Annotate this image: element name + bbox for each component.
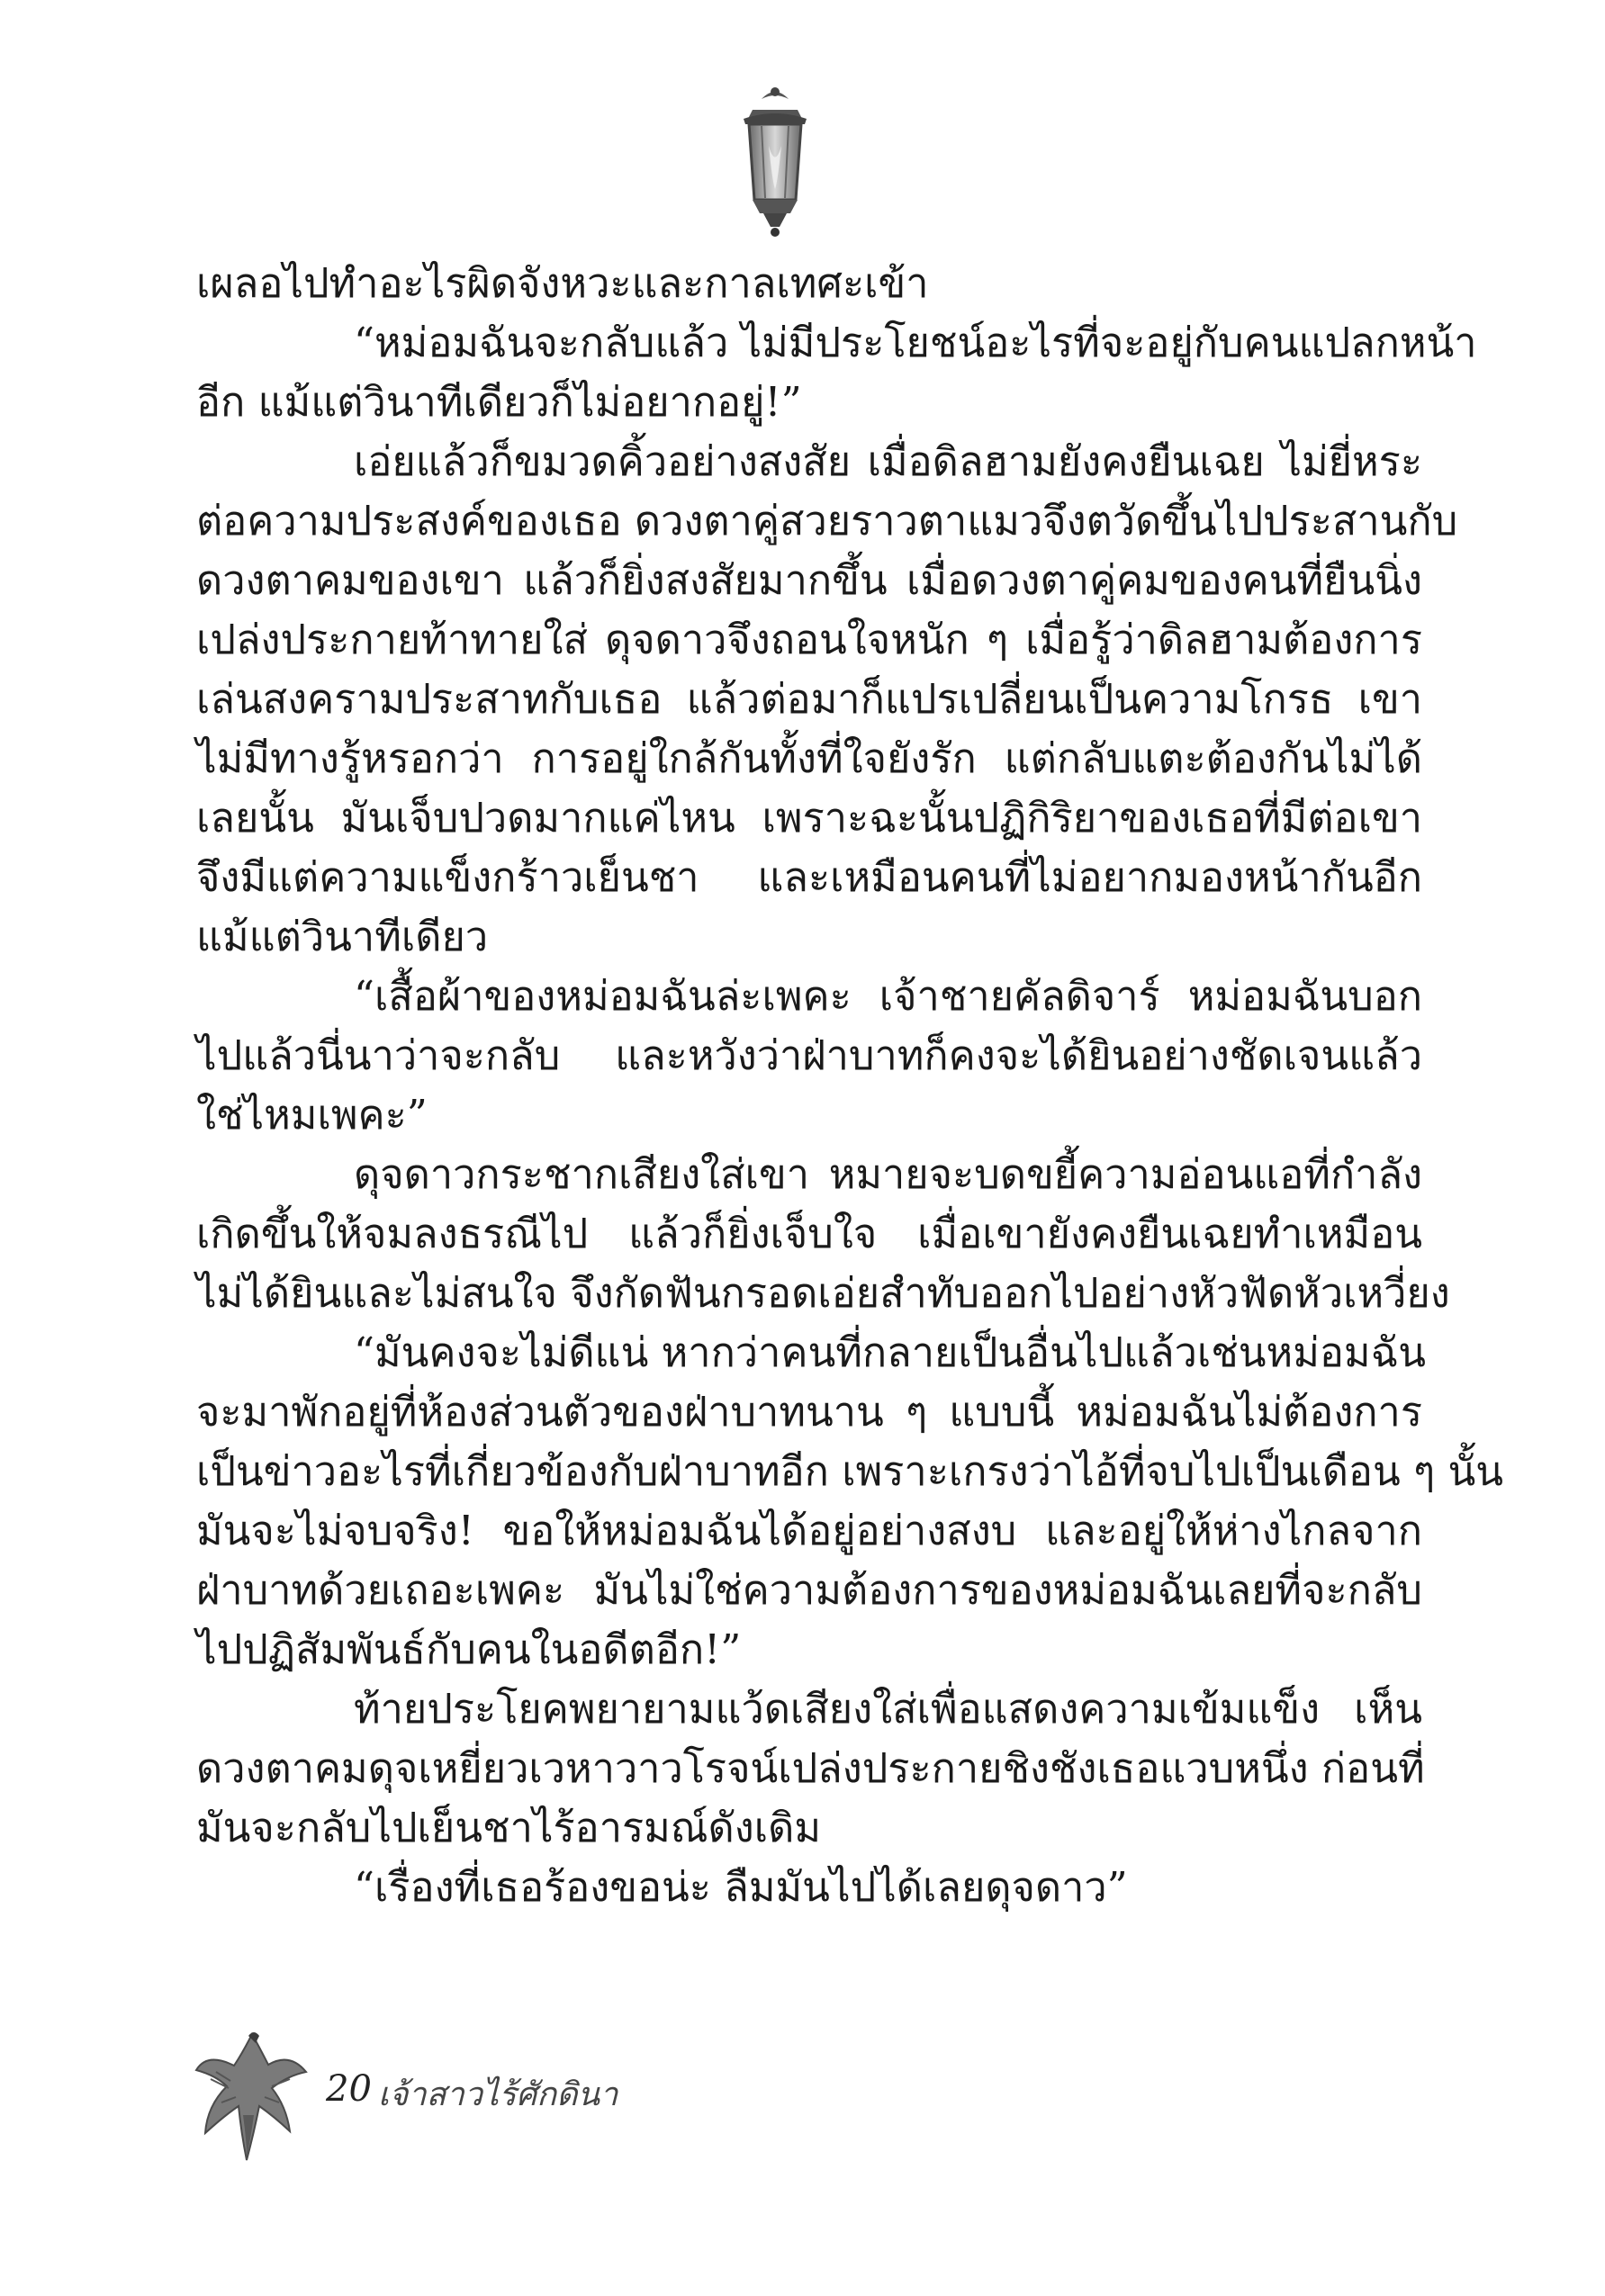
body-text	[196, 254, 1504, 1917]
text-line: เผลอไปทำอะไรผิดจังหวะและกาลเทศะเข้า	[196, 259, 929, 307]
page-number: 20	[326, 2068, 372, 2110]
text-line: มันจะกลับไปเย็นชาไร้อารมณ์ดังเดิม	[196, 1804, 822, 1851]
text-line: แม้แต่วินาทีเดียว	[196, 913, 489, 960]
text-line: ไม่มีทางรู้หรอกว่า การอยู่ใกล้กันทั้งที่ใจยังรัก แต่กลับแตะต้องกันไม่ได้	[196, 734, 1422, 782]
text-line: เป็นข่าวอะไรที่เกี่ยวข้องกับฝ่าบาทอีก เพราะเกรงว่าไอ้ที่จบไปเป็นเดือน ๆ นั้น	[196, 1447, 1504, 1495]
text-line: เล่นสงครามประสาทกับเธอ แล้วต่อมาก็แปรเปลี่ยนเป็นความโกรธ เขา	[196, 675, 1422, 723]
text-line: เลยนั้น มันเจ็บปวดมากแค่ไหน เพราะฉะนั้นปฏิกิริยาของเธอที่มีต่อเขา	[196, 794, 1422, 842]
text-line: เอ่ยแล้วก็ขมวดคิ้วอย่างสงสัย เมื่อดิลฮามยังคงยืนเฉย ไม่ยี่หระ	[354, 437, 1422, 485]
text-line: ท้ายประโยคพยายามแว้ดเสียงใส่เพื่อแสดงความเข้มแข็ง เห็น	[354, 1685, 1422, 1733]
text-line: จึงมีแต่ความแข็งกร้าวเย็นชา และเหมือนคนที่ไม่อยากมองหน้ากันอีก	[196, 853, 1422, 901]
text-line: ใช่ไหมเพคะ”	[196, 1091, 428, 1139]
text-line: ฝ่าบาทด้วยเถอะเพคะ มันไม่ใช่ความต้องการของหม่อมฉันเลยที่จะกลับ	[196, 1566, 1422, 1614]
text-line: “มันคงจะไม่ดีแน่ หากว่าคนที่กลายเป็นอื่นไปแล้วเช่นหม่อมฉัน	[354, 1328, 1426, 1376]
text-line: ดวงตาคมของเขา แล้วก็ยิ่งสงสัยมากขึ้น เมื่อดวงตาคู่คมของคนที่ยืนนิ่ง	[196, 556, 1422, 604]
text-line: มันจะไม่จบจริง! ขอให้หม่อมฉันได้อยู่อย่างสงบ และอยู่ให้ห่างไกลจาก	[196, 1507, 1422, 1554]
text-line: ต่อความประสงค์ของเธอ ดวงตาคู่สวยราวตาแมวจึงตวัดขึ้นไปประสานกับ	[196, 497, 1458, 545]
text-line: เกิดขึ้นให้จมลงธรณีไป แล้วก็ยิ่งเจ็บใจ เมื่อเขายังคงยืนเฉยทำเหมือน	[196, 1210, 1422, 1257]
page-footer	[189, 2016, 729, 2196]
text-line: “เสื้อผ้าของหม่อมฉันล่ะเพคะ เจ้าชายคัลดิจาร์ หม่อมฉันบอก	[354, 972, 1422, 1020]
text-line: ดุจดาวกระชากเสียงใส่เขา หมายจะบดขยี้ความอ่อนแอที่กำลัง	[354, 1150, 1422, 1198]
text-line: “หม่อมฉันจะกลับแล้ว ไม่มีประโยชน์อะไรที่จะอยู่กับคนแปลกหน้า	[354, 319, 1477, 366]
text-line: เปล่งประกายท้าทายใส่ ดุจดาวจึงถอนใจหนัก ๆ เมื่อรู้ว่าดิลฮามต้องการ	[196, 616, 1422, 663]
text-line: ไปแล้วนี่นาว่าจะกลับ และหวังว่าฝ่าบาทก็คงจะได้ยินอย่างชัดเจนแล้ว	[196, 1031, 1422, 1079]
book-title: เจ้าสาวไร้ศักดินา	[378, 2076, 618, 2113]
text-line: ไม่ได้ยินและไม่สนใจ จึงกัดฟันกรอดเอ่ยสำทับออกไปอย่างหัวฟัดหัวเหวี่ยง	[196, 1269, 1450, 1317]
text-line: ดวงตาคมดุจเหยี่ยวเวหาวาวโรจน์เปล่งประกายชิงชังเธอแวบหนึ่ง ก่อนที่	[196, 1744, 1425, 1792]
text-line: ไปปฏิสัมพันธ์กับคนในอดีตอีก!”	[196, 1625, 742, 1673]
hawk-icon	[189, 2016, 315, 2169]
lantern-icon	[726, 83, 825, 245]
text-line: จะมาพักอยู่ที่ห้องส่วนตัวของฝ่าบาทนาน ๆ แบบนี้ หม่อมฉันไม่ต้องการ	[196, 1388, 1422, 1436]
text-line: “เรื่องที่เธอร้องขอน่ะ ลืมมันไปได้เลยดุจดาว”	[354, 1863, 1128, 1911]
text-line: อีก แม้แต่วินาทีเดียวก็ไม่อยากอยู่!”	[196, 378, 802, 426]
